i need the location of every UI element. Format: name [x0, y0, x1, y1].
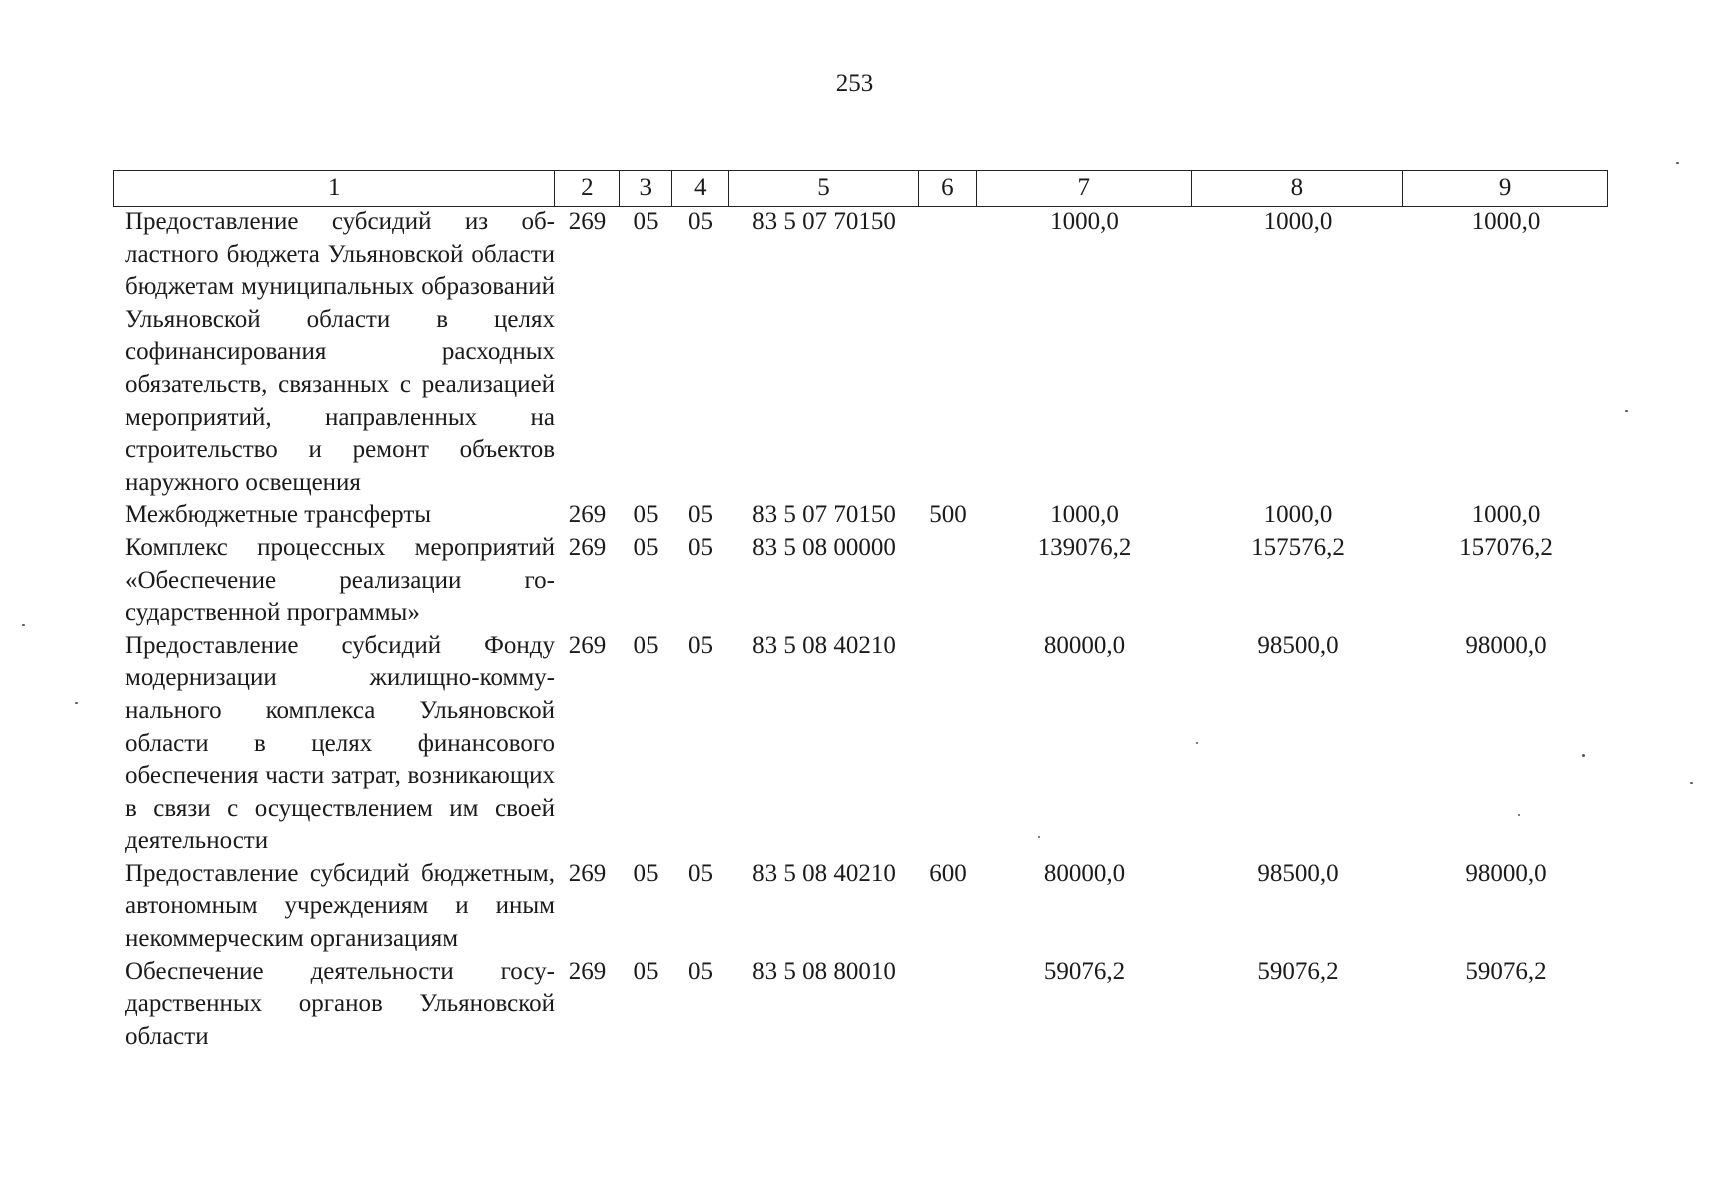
- cell-col-9: 1000,0: [1471, 501, 1541, 529]
- cell-col-3: 05: [633, 501, 659, 529]
- scan-speck: [22, 624, 25, 626]
- cell-col-3: 05: [633, 957, 659, 985]
- cell-col-2: 269: [568, 631, 607, 659]
- column-header-3: 3: [620, 171, 672, 206]
- cell-col-7: 1000,0: [1050, 501, 1119, 529]
- table-row: [113, 206, 1608, 499]
- cell-col-6: [919, 956, 977, 1054]
- row-name: Предоставление субсидий Фонду модернизации жилищно-коммунального комплекса Ульяновской области в целях финансового обеспечения части затрат, возникающих в связи с осуществлением им своей деятельности: [125, 631, 555, 855]
- scan-speck: [1676, 162, 1679, 164]
- cell-col-7: 59076,2: [1043, 957, 1126, 985]
- table-row: [113, 532, 1608, 630]
- cell-col-8: 59076,2: [1257, 957, 1339, 985]
- column-header-1: 1: [114, 171, 555, 206]
- cell-col-6: [919, 532, 977, 630]
- cell-col-5: 83 5 07 70150: [752, 208, 896, 235]
- cell-col-8: 98500,0: [1257, 631, 1339, 659]
- column-header-2: 2: [555, 171, 620, 206]
- table-row: [113, 956, 1608, 1054]
- column-header-4: 4: [672, 171, 729, 206]
- cell-col-9: 98000,0: [1465, 631, 1547, 659]
- cell-col-5: 83 5 08 00000: [752, 533, 896, 561]
- cell-col-6: 600: [929, 859, 967, 887]
- column-header-5: 5: [729, 171, 919, 206]
- cell-col-4: 05: [688, 859, 713, 887]
- cell-col-5: 83 5 08 40210: [752, 859, 896, 887]
- scan-speck: [1038, 836, 1040, 838]
- table-header-row: [113, 170, 1608, 207]
- cell-col-9: 98000,0: [1465, 859, 1547, 887]
- cell-col-4: 05: [688, 533, 713, 561]
- cell-col-2: 269: [568, 533, 607, 561]
- cell-col-4: 05: [688, 957, 713, 985]
- scan-speck: [75, 702, 78, 704]
- column-header-8: 8: [1192, 171, 1404, 206]
- cell-col-5: 83 5 08 80010: [752, 957, 896, 985]
- row-name: Обеспечение деятельности государственных органов Ульяновской области: [125, 957, 555, 1050]
- scan-speck: [1582, 754, 1585, 757]
- cell-col-4: 05: [688, 501, 713, 529]
- cell-col-3: 05: [633, 533, 659, 561]
- cell-col-6: [919, 630, 977, 858]
- cell-col-9: 59076,2: [1465, 957, 1547, 985]
- cell-col-9: 1000,0: [1471, 208, 1541, 235]
- cell-col-7: 1000,0: [1050, 208, 1119, 235]
- cell-col-4: 05: [688, 631, 713, 659]
- table-body: [113, 206, 1608, 1053]
- row-name: Комплекс процессных мероприятий «Обеспечение реализации государственной программы»: [125, 533, 555, 627]
- page-number: 253: [835, 70, 874, 97]
- cell-col-6: [919, 206, 977, 499]
- cell-col-3: 05: [633, 631, 659, 659]
- cell-col-7: 80000,0: [1043, 631, 1126, 659]
- scan-speck: [1690, 782, 1693, 784]
- cell-col-3: 05: [633, 208, 659, 235]
- cell-col-2: 269: [568, 859, 607, 887]
- cell-col-8: 157576,2: [1251, 533, 1345, 561]
- table-row: [113, 858, 1608, 956]
- table-row: [113, 499, 1608, 532]
- cell-col-4: 05: [688, 208, 713, 235]
- cell-col-2: 269: [568, 208, 607, 235]
- cell-col-8: 98500,0: [1257, 859, 1339, 887]
- cell-col-8: 1000,0: [1263, 501, 1333, 529]
- scan-speck: [1625, 410, 1628, 412]
- row-name: Межбюджетные трансферты: [125, 501, 432, 529]
- cell-col-5: 83 5 08 40210: [752, 631, 896, 659]
- cell-col-3: 05: [633, 859, 659, 887]
- scan-speck: [1518, 814, 1520, 816]
- cell-col-8: 1000,0: [1263, 208, 1333, 235]
- scan-speck: [1196, 742, 1198, 744]
- cell-col-7: 80000,0: [1043, 859, 1126, 887]
- column-header-7: 7: [977, 171, 1192, 206]
- cell-col-9: 157076,2: [1459, 533, 1553, 561]
- column-header-6: 6: [919, 171, 977, 206]
- cell-col-7: 139076,2: [1037, 533, 1132, 561]
- cell-col-2: 269: [568, 957, 607, 985]
- cell-col-6: 500: [929, 501, 967, 529]
- table-row: [113, 630, 1608, 858]
- cell-col-2: 269: [568, 501, 607, 529]
- cell-col-5: 83 5 07 70150: [752, 501, 896, 529]
- row-name: Предоставление субсидий из областного бюджета Ульяновской области бюджетам муниципальных образований Ульяновской области в целях софинансирования расходных обязательств, связанных с реализацией мероприятий, направленных на строительство и ремонт объектов наружного освещения: [125, 208, 555, 496]
- row-name: Предоставление субсидий бюджетным, автономным учреждениям и иным некоммерческим организациям: [125, 859, 555, 953]
- column-header-9: 9: [1498, 174, 1512, 201]
